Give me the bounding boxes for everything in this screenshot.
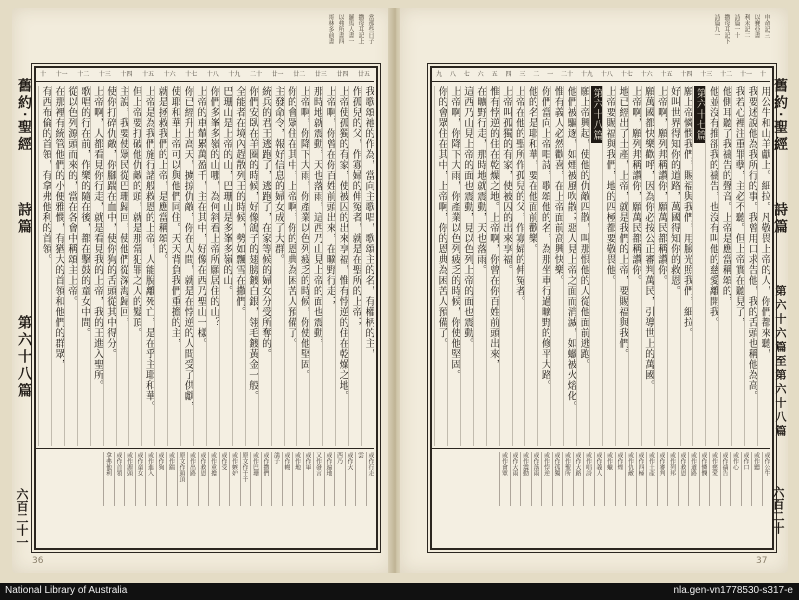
gloss-note: 或作列邦 (667, 452, 676, 506)
text-column: 他的名是耶和華，要在他面前歡樂。 (524, 86, 537, 446)
gloss-note: 或作重擔 (208, 452, 217, 506)
verse-mark: 十五 (141, 71, 154, 78)
text-column: 在曠野行走，那時地就震動，天也落雨。 (473, 86, 486, 446)
verse-mark: 十四 (680, 71, 693, 78)
gloss-note: 或作仇敵 (625, 452, 634, 506)
verse-mark: 廿四 (336, 71, 349, 78)
gloss-note: 或作撒們 (261, 452, 270, 506)
text-column: 就是拯救我們的上帝，是應當稱頌的。 (154, 86, 167, 446)
marginal-glosses (40, 452, 374, 508)
gloss-note: 或作義人 (594, 452, 603, 506)
text-column: 有西布倫的首領，有拿弗他利的首領。 (38, 86, 51, 446)
gloss-note: 拿弗他利 (103, 452, 112, 506)
text-column: 上帝啊，你降下大雨，你產業以色列疲乏的時候，你使他堅固。 (447, 86, 460, 446)
text-column: 主說，我要使眾民從巴珊歸回，使他們從深海歸回， (116, 86, 129, 446)
text-column: 我若心裡注重罪孽，主必不聽。但上帝實在聽見了， (731, 86, 744, 446)
gloss-note: 或作落雨 (531, 452, 540, 506)
cross-reference-note: 羅馬人書一 (347, 14, 354, 44)
text-column: 上帝在他的聖所作孤兒的父，作寡婦的伸冤者。 (512, 86, 525, 446)
chapter-label: 第六十八篇 (16, 314, 32, 400)
cross-reference-note: 撒母耳記下 (723, 14, 730, 44)
text-column: 上帝啊，願列邦稱讚你，願萬民都稱讚你。 (628, 86, 641, 446)
text-column: 你們當向上帝唱詩，歌頌他的名，為那坐車行過曠野的修平大路。 (537, 86, 550, 446)
text-column: 使你打碎仇敵，你腳踹在血中，使你狗的舌頭從其中得分。 (103, 86, 116, 446)
text-column: 在那裡有統管他們的小便雅憫，有猶大的首領和他們的群眾， (51, 86, 64, 446)
gloss-note: 或作心 (730, 452, 739, 506)
verse-mark: 十七 (620, 71, 633, 78)
cross-reference-note: 詩篇一十 (733, 14, 740, 38)
gloss-note: 或作孤獨 (552, 452, 561, 506)
text-column: 他側耳聽了我禱告的聲音。上帝是應當稱頌的， (718, 86, 731, 446)
text-column: 你們安臥在羊圈的時候，好像鴿子的翅膀鍍白銀，翎毛鍍黃金一般。 (245, 86, 258, 446)
gloss-note: 或作出路 (187, 452, 196, 506)
verse-mark: 二 (533, 71, 540, 78)
gloss-note: 或作嫉妒 (229, 452, 238, 506)
text-column: 願萬國都快樂歡呼，因為你必按公正審判萬民，引導世上的萬國。 (641, 86, 654, 446)
verse-mark: 二十 (249, 71, 262, 78)
gloss-note: 雲 (355, 452, 364, 506)
gloss-note: 或作狗 (156, 452, 165, 506)
text-column: 你的會眾住在其中，上帝啊，你的恩典為困苦人預備了。 (434, 86, 447, 446)
top-cross-references (162, 14, 374, 64)
gloss-note: 或作受 (219, 452, 228, 506)
verse-mark: 十九 (228, 71, 241, 78)
text-column: 你的會眾住在其中，上帝啊，你的恩典為困苦人預備了。 (284, 86, 297, 446)
text-column: 上帝使孤獨的有家，使被囚的出來享福，惟有悖逆的住在乾燥之地。 (335, 86, 348, 446)
text-column: 那時地就震動，天也落雨，這西乃山見上帝的面也震動， (309, 86, 322, 446)
folio-number: 六百二十 (771, 486, 785, 534)
scripture-text (38, 86, 374, 446)
cross-reference-note: 哥林多前書 (327, 14, 334, 44)
text-column: 全能者在境內趕散列王的時候，勢如飄雪在撒們。 (232, 86, 245, 446)
verse-mark: 十八 (600, 71, 613, 78)
section-title: 詩篇 (772, 202, 788, 237)
text-column: 我歌頌祂的作為，當向主歌唱，歌頌主的名，有權柄的主， (361, 86, 374, 446)
gloss-note: 或作大路 (573, 452, 582, 506)
top-cross-references (440, 14, 770, 64)
book-title: 舊約‧聖經 (16, 78, 32, 154)
gloss-note: 或作踹 (166, 452, 175, 506)
gloss-note: 或作大雨 (510, 452, 519, 506)
text-column: 這西乃山見上帝的面也震動，見以色列上帝的面也震動。 (460, 86, 473, 446)
gloss-note: 原文作頭頂 (177, 452, 186, 506)
scan-page-number: 37 (756, 556, 768, 566)
verse-mark: 十三 (700, 71, 713, 78)
verse-mark: 廿五 (357, 71, 370, 78)
scripture-text (434, 86, 770, 446)
text-column: 上帝啊，你降下大雨，你產業以色列疲乏的時候，你使他堅固。 (296, 86, 309, 446)
gloss-note: 或作軍 (303, 452, 312, 506)
verse-mark: 八 (449, 71, 456, 78)
gloss-note: 或作會眾 (499, 452, 508, 506)
chapter-label: 第六十六篇至第六十八篇 (774, 284, 787, 439)
text-column: 上帝要賜福與我們，地的四極都要敬畏他。 (602, 86, 615, 446)
text-column: 上帝叫孤獨的有家，使被囚的出來享福。 (499, 86, 512, 446)
left-page (12, 8, 392, 573)
gloss-note: 鴿子 (271, 452, 280, 506)
cross-reference-note: 當那些日子 (367, 14, 374, 44)
item-identifier: nla.gen-vn1778530-s317-e (673, 585, 793, 596)
verse-mark: 二十 (561, 71, 574, 78)
text-column: 上帝啊，你曾在你百姓前頭出來，在曠野行走； (322, 86, 335, 446)
gloss-note: 或作源頭 (124, 452, 133, 506)
gloss-note: 或作救恩 (678, 452, 687, 506)
gloss-note: 或作大 (345, 452, 354, 506)
verse-mark: 三 (519, 71, 526, 78)
text-column: 上帝的車輦累萬盈千，主在其中，好像在西乃聖山一樣。 (193, 86, 206, 446)
verse-mark: 十七 (185, 71, 198, 78)
marginal-glosses (436, 452, 770, 508)
text-column: 上帝是為我們施行諸般救恩的上帝，人能脫離死亡，是在乎主耶和華。 (141, 86, 154, 446)
text-column: 作孤兒的父，作寡婦的伸冤者，就是在聖所的上帝； (348, 86, 361, 446)
verse-mark: 十五 (660, 71, 673, 78)
gloss-note: 或作唱詩 (583, 452, 592, 506)
text-column: 你們多峯多嶺的山哪，為何斜看上帝所願居住的山？ (206, 86, 219, 446)
gloss-note: 或作悖逆 (541, 452, 550, 506)
text-column: 你已經升上高天，擄掠仇敵，你在人間，就是在悖逆的人間受了供獻， (180, 86, 193, 446)
text-column: 但上帝要打破他仇敵的頭，就是那常犯罪之人的髮頂。 (128, 86, 141, 446)
verse-mark: 廿一 (271, 71, 284, 78)
verse-mark: 十六 (163, 71, 176, 78)
cross-reference-note: 利未記二 (743, 14, 750, 38)
cross-reference-note: 撒母耳記上 (357, 14, 364, 44)
gloss-note: 或作煙 (615, 452, 624, 506)
gloss-note: 或作聖所 (562, 452, 571, 506)
verse-mark: 十六 (640, 71, 653, 78)
text-column: 主發命令，報好信息的婦女成了大群。 (271, 86, 284, 446)
text-column: 上帝啊，願列邦稱讚你，願萬民都稱讚你。 (654, 86, 667, 446)
text-column: 地已經出了土產，上帝，就是我們的上帝，要賜福與我們。 (615, 86, 628, 446)
text-column: 好叫世界得知你的道路，萬國得知你的救恩。 (667, 86, 680, 446)
verse-mark: 五 (491, 71, 498, 78)
gloss-note: 或作震動 (520, 452, 529, 506)
cross-reference-note: 詩篇九一 (713, 14, 720, 38)
verse-mark: 十 (40, 71, 47, 78)
gloss-note: 或作幔 (282, 452, 291, 506)
gloss-note: 或作公牛 (762, 452, 771, 506)
gloss-note: 或作救恩 (198, 452, 207, 506)
text-column: 惟有義人必然歡喜，在上帝面前高興快樂。 (550, 86, 563, 446)
text-column: 惟有悖逆的住在乾燥之地。上帝啊，你曾在你百姓前頭出來， (486, 86, 499, 446)
gloss-note: 原文作千千 (240, 452, 249, 506)
verse-mark: 十 (759, 71, 766, 78)
text-column: 歌唱的行在前，作樂的隨在後，都在擊鼓的童女中間。 (77, 86, 90, 446)
verse-mark: 十三 (98, 71, 111, 78)
text-column: 上帝啊，人都看見你行走，就是看見我的上帝，我的王進入聖所。 (90, 86, 103, 446)
running-head (770, 78, 790, 473)
text-column: 從以色列源頭而來的，當在各會中稱頌主上帝。 (64, 86, 77, 446)
gloss-note: 或作首領 (114, 452, 123, 506)
library-credit: National Library of Australia (5, 585, 128, 596)
text-column: 使耶和華上帝可以與他們同住。天天背負我們重擔的主， (167, 86, 180, 446)
right-page (400, 8, 788, 573)
verse-mark: 四 (505, 71, 512, 78)
text-column: 願上帝興起，使他的仇敵四散，叫那恨他的人從他面前逃跑。 (576, 86, 589, 446)
gloss-note: 或作土產 (646, 452, 655, 506)
gloss-note: 或作進入 (145, 452, 154, 506)
verse-mark: 廿三 (314, 71, 327, 78)
text-column: 巴珊山是上帝的山，巴珊山是多峯多嶺的山。 (219, 86, 232, 446)
gloss-note: 或作遍地 (324, 452, 333, 506)
gloss-note: 西乃 (334, 452, 343, 506)
gloss-note: 或作禱告 (720, 452, 729, 506)
section-title: 詩篇 (16, 202, 32, 237)
verse-mark: 一 (547, 71, 554, 78)
verse-mark: 六 (477, 71, 484, 78)
gloss-note: 或作巴珊 (250, 452, 259, 506)
credit-bar (0, 583, 799, 600)
verse-mark: 廿二 (293, 71, 306, 78)
verse-mark: 十八 (206, 71, 219, 78)
verse-mark: 十四 (120, 71, 133, 78)
verse-mark: 十二 (77, 71, 90, 78)
text-column: 第六十七篇 (692, 86, 705, 446)
text-column: 統兵的君王逃跑了，逃跑了，在家等候的婦女分受所奪的。 (258, 86, 271, 446)
verse-ruler (36, 68, 374, 82)
verse-mark: 十一 (740, 71, 753, 78)
gloss-note: 或作聽 (751, 452, 760, 506)
verse-ruler (432, 68, 770, 82)
gloss-divider (432, 448, 770, 449)
text-column: 我要述說他為我所行的事。我曾用口求告他，我的舌頭也稱他為高。 (744, 86, 757, 446)
verse-mark: 九 (436, 71, 443, 78)
cross-reference-note: 以弗所書四 (337, 14, 344, 44)
text-column: 用公牛和山羊獻上。細拉。凡敬畏上帝的人，你們都來聽， (757, 86, 770, 446)
text-column: 他並沒有推卻我的禱告，也沒有叫他的慈愛離開我。 (705, 86, 718, 446)
gloss-note: 又作發言 (313, 452, 322, 506)
folio-number: 六百二十一 (15, 488, 29, 548)
cross-reference-note: 申命記三 (763, 14, 770, 38)
gloss-note: 或作四極 (636, 452, 645, 506)
text-column: 他們被驅逐，如煙被風吹散；惡人見上帝之面而消滅，如蠟被火熔化。 (563, 86, 576, 446)
running-head (14, 78, 34, 473)
book-title: 舊約‧聖經 (772, 78, 788, 154)
gloss-note: 或作地 (292, 452, 301, 506)
gloss-note: 或作童女 (135, 452, 144, 506)
verse-mark: 十二 (720, 71, 733, 78)
verse-mark: 七 (463, 71, 470, 78)
gloss-note: 或作慈愛 (709, 452, 718, 506)
verse-mark: 十九 (580, 71, 593, 78)
gloss-note: 或作審判 (657, 452, 666, 506)
scan-page-number: 36 (32, 556, 44, 566)
cross-reference-note: 以賽亞書 (753, 14, 760, 38)
gloss-note: 或作道路 (688, 452, 697, 506)
text-column: 願上帝憐憫我們，賜福與我們，用臉光照我們，細拉。 (680, 86, 693, 446)
text-column: 第六十八篇 (589, 86, 602, 446)
gloss-note: 或作行走 (366, 452, 375, 506)
gloss-note: 或作蠟 (604, 452, 613, 506)
verse-mark: 十一 (55, 71, 68, 78)
gloss-note: 或作口 (741, 452, 750, 506)
gloss-note: 或作憐憫 (699, 452, 708, 506)
gloss-divider (36, 448, 374, 449)
